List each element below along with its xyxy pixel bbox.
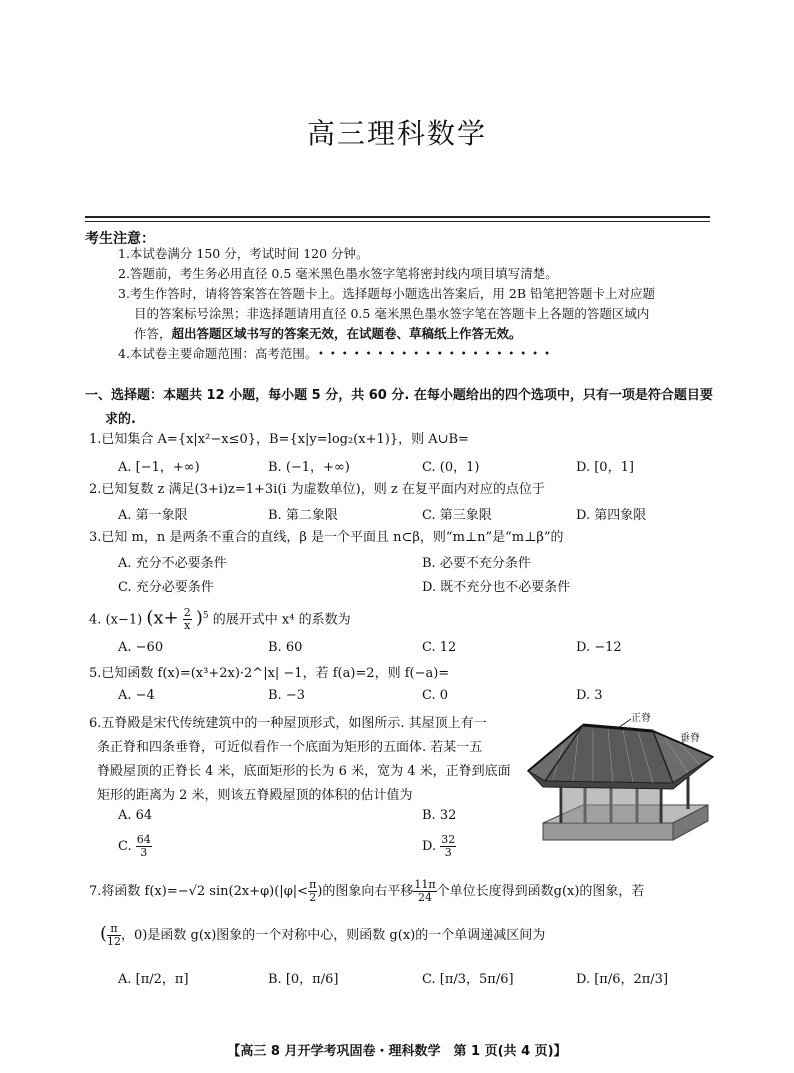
notice-heading: 考生注意： [85, 231, 155, 247]
q3-option-d: D. 既不充分也不必要条件 [422, 580, 571, 595]
q7-point-num: π [107, 923, 121, 936]
q2-option-a: A. 第一象限 [118, 508, 188, 523]
q7-option-d: D. [π/6，2π/3] [576, 972, 669, 987]
section-heading [85, 384, 715, 432]
notice-item-1: 1.本试卷满分 150 分，考试时间 120 分钟。 [118, 246, 369, 261]
q6-line-1: 6.五脊殿是宋代传统建筑中的一种屋顶形式，如图所示. 其屋顶上有一 [89, 716, 487, 731]
notice-item-2: 2.答题前，考生务必用直径 0.5 毫米黑色墨水签字笔将密封线内项目填写清楚。 [118, 266, 558, 281]
q5-stem: 5.已知函数 f(x)=(x³+2x)·2^|x| −1，若 f(a)=2，则 f(−a)= [89, 666, 450, 681]
q4-frac-num: 2 [183, 606, 191, 620]
q2-stem: 2.已知复数 z 满足(3+i)z=1+3i(i 为虚数单位)，则 z 在复平面内对应的点位于 [89, 482, 545, 497]
q7-shift-num: 11π [414, 878, 436, 891]
q1-option-c: C. (0，1) [422, 460, 480, 475]
q7-text-a: 7.将函数 f(x)=−√2 sin(2x+φ)(|φ|< [89, 884, 309, 899]
notice-item-3: 3.考生作答时，请将答案答在答题卡上。选择题每小题选出答案后，用 2B 铅笔把答题卡上对应题 [118, 286, 656, 301]
q6-line-2: 条正脊和四条垂脊，可近似看作一个底面为矩形的五面体. 若某一五 [97, 740, 483, 755]
q4-stem [89, 602, 351, 634]
q6-roof-illustration [523, 705, 718, 857]
q6-option-b: B. 32 [422, 808, 457, 823]
q3-stem: 3.已知 m，n 是两条不重合的直线，β 是一个平面且 n⊂β，则“m⊥n”是“m⊥β”的 [89, 530, 564, 545]
q4-stem-d: 的展开式中 x⁴ 的系数为 [212, 612, 351, 628]
q6-option-d [422, 834, 456, 859]
notice-item-4: 4.本试卷主要命题范围：高考范围。 [118, 346, 318, 361]
q3-option-c: C. 充分必要条件 [118, 580, 214, 595]
q7-text-c: 个单位长度得到函数g(x)的图象，若 [436, 884, 645, 899]
q6-option-c-label: C. [118, 839, 132, 854]
q1-option-d: D. [0，1] [576, 460, 634, 475]
header-rule-thin [85, 221, 710, 222]
q4-option-c: C. 12 [422, 640, 457, 655]
emphasis-dots: •••••••••••••••••••• [318, 349, 556, 360]
q6-d-den: 3 [444, 846, 452, 859]
notice-item-3-cont: 目的答案标号涂黑；非选择题请用直径 0.5 毫米黑色墨水签字笔在答题卡上各题的答题区域内 [134, 306, 650, 321]
q6-option-d-fraction [440, 834, 456, 859]
q6-option-a: A. 64 [118, 808, 153, 823]
q4-paren-open: (x+ [146, 607, 179, 629]
q4-option-d: D. −12 [576, 640, 622, 655]
q6-c-num: 64 [136, 833, 151, 846]
section-line-2: 求的. [105, 412, 136, 427]
q2-option-c: C. 第三象限 [422, 508, 492, 523]
page-footer: 【高三 8 月开学考巩固卷・理科数学 第 1 页(共 4 页)】 [227, 1044, 567, 1059]
q6-line-3: 脊殿屋顶的正脊长 4 米，底面矩形的长为 6 米，宽为 4 米，正脊到底面 [97, 764, 511, 779]
section-line-1: 一、选择题：本题共 12 小题，每小题 5 分，共 60 分. 在每小题给出的四个选项中，只有一项是符合题目要 [85, 388, 713, 403]
q6-c-den: 3 [140, 846, 148, 859]
notice-item-3-tail: 作答， [134, 326, 172, 341]
q5-option-c: C. 0 [422, 688, 449, 703]
q5-option-b: B. −3 [268, 688, 305, 703]
q7-text-d: ，0)是函数 g(x)图象的一个对称中心，则函数 g(x)的一个单调递减区间为 [121, 928, 546, 943]
label-main-ridge: 正脊 [631, 713, 651, 724]
q1-stem: 1.已知集合 A={x|x²−x≤0}，B={x|y=log₂(x+1)}，则 A∪B= [89, 432, 469, 447]
q1-option-b: B. (−1，+∞) [268, 460, 350, 475]
q6-option-d-label: D. [422, 839, 437, 854]
q7-shift-fraction [413, 879, 436, 904]
q3-option-b: B. 必要不充分条件 [422, 556, 531, 571]
q7-option-c: C. [π/3，5π/6] [422, 972, 514, 987]
q6-d-num: 32 [441, 833, 456, 846]
q7-shift-den: 24 [418, 891, 432, 904]
roof-drawing [523, 705, 718, 857]
q4-paren-close: ) [195, 607, 203, 629]
page-title: 高三理科数学 [306, 117, 487, 150]
q7-point-fraction [107, 923, 121, 948]
q4-stem-a: 4. (x−1) [89, 612, 143, 628]
q7-point-den: 12 [107, 935, 122, 948]
q2-option-b: B. 第二象限 [268, 508, 338, 523]
notice-warning: 超出答题区域书写的答案无效，在试题卷、草稿纸上作答无效。 [171, 326, 522, 341]
q7-text-b: )的图象向右平移 [317, 884, 414, 899]
q7-point-open: ( [100, 923, 108, 944]
q4-exponent: 5 [202, 611, 209, 621]
q5-option-a: A. −4 [118, 688, 155, 703]
q4-frac-den: x [184, 619, 191, 633]
q2-option-d: D. 第四象限 [576, 508, 647, 523]
q6-stem [89, 712, 511, 808]
header-rule-thick [85, 216, 710, 218]
q7-phi-fraction [308, 879, 317, 904]
q6-line-4: 矩形的距离为 2 米，则该五脊殿屋顶的体积的估计值为 [97, 788, 413, 803]
q7-line-1 [89, 878, 644, 906]
q6-option-c-fraction [136, 834, 152, 859]
q4-option-b: B. 60 [268, 640, 303, 655]
notice-item-3-end [134, 324, 522, 344]
q4-option-a: A. −60 [118, 640, 164, 655]
q1-option-a: A. [−1，+∞) [118, 460, 200, 475]
q6-option-c [118, 834, 152, 859]
q7-option-b: B. [0，π/6] [268, 972, 339, 987]
q3-option-a: A. 充分不必要条件 [118, 556, 227, 571]
label-hip-ridge: 垂脊 [680, 733, 700, 744]
q5-option-d: D. 3 [576, 688, 603, 703]
q7-option-a: A. [π/2，π] [118, 972, 189, 987]
q7-line-2 [100, 920, 545, 950]
q7-phi-num: π [309, 878, 317, 891]
q7-phi-den: 2 [309, 891, 317, 904]
q4-fraction [183, 607, 192, 632]
